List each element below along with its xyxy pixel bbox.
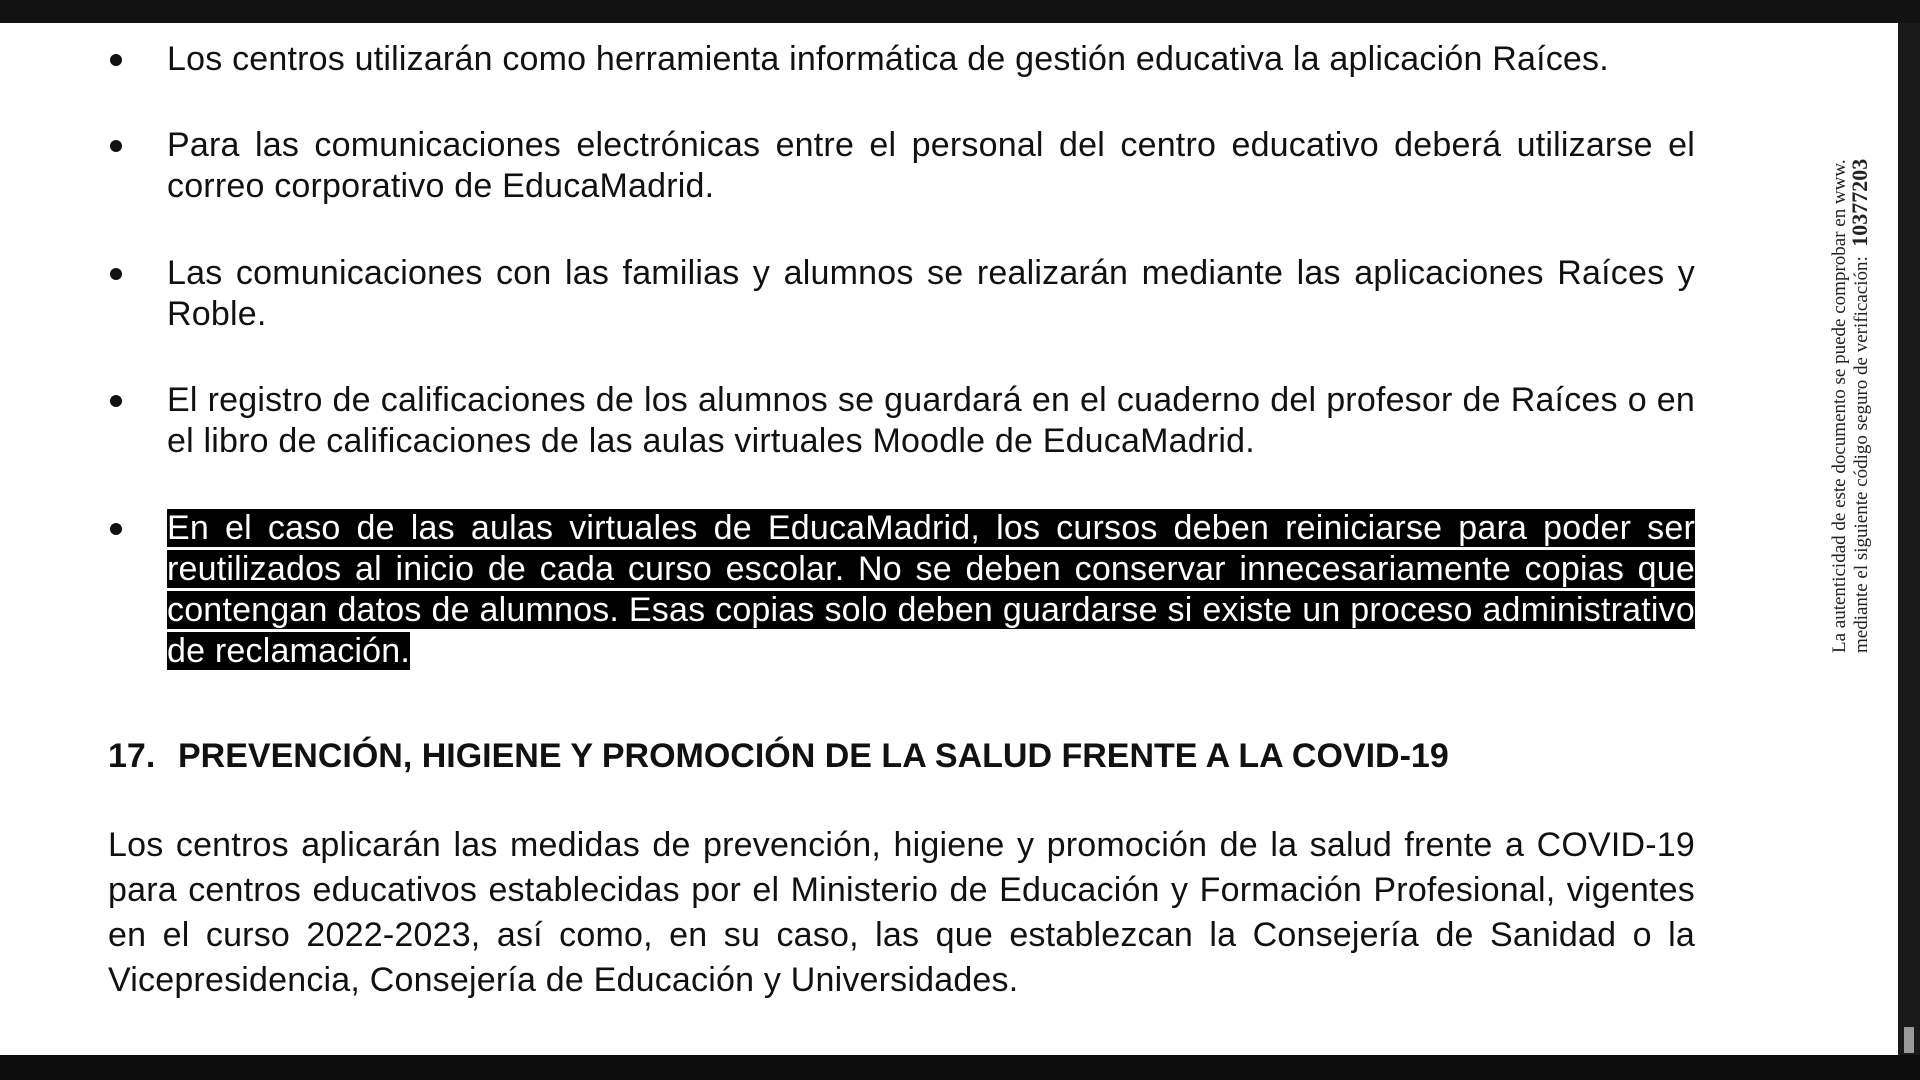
section-number: 17. xyxy=(108,737,156,775)
list-item-text[interactable] xyxy=(167,508,1695,672)
body-paragraph: Los centros aplicarán las medidas de prevención, higiene y promoción de la salud frente a COVID-19 para centros educativos establecidas por el Ministerio de Educación y Formación Profesional, vigentes en el curso 2022-2023, así como, en su caso, las que establezcan la Consejería de Sanidad o la Vicepresidencia, Consejería de Educación y Universidades. xyxy=(108,826,1695,999)
verification-code: 10377203 xyxy=(1847,158,1872,247)
stamp-line-2: mediante el siguiente código seguro de verificación: xyxy=(1851,256,1872,653)
stamp-line-1: La autenticidad de este documento se puede comprobar en www. xyxy=(1829,159,1850,653)
bullet-icon xyxy=(110,54,122,66)
section-title: PREVENCIÓN, HIGIENE Y PROMOCIÓN DE LA SALUD FRENTE A LA COVID-19 xyxy=(178,737,1449,775)
list-item-text: Las comunicaciones con las familias y alumnos se realizarán mediante las aplicaciones Raíces y Roble. xyxy=(167,254,1695,333)
list-item-text: Para las comunicaciones electrónicas entre el personal del centro educativo deberá utilizarse el correo corporativo de EducaMadrid. xyxy=(167,126,1695,205)
bottom-window-edge xyxy=(0,1055,1920,1080)
scrollbar-thumb[interactable] xyxy=(1904,1027,1914,1053)
selected-text[interactable]: En el caso de las aulas virtuales de EducaMadrid, los cursos deben reiniciarse para poder ser reutilizados al inicio de cada curso escolar. No se deben conservar innecesariamente copias que contengan datos de alumnos. Esas copias solo deben guardarse si existe un proceso administrativo de reclamación. xyxy=(167,509,1695,670)
bullet-icon xyxy=(110,268,122,280)
bullet-icon xyxy=(110,395,122,407)
document-page xyxy=(0,23,1898,1055)
top-window-edge xyxy=(0,0,1920,23)
list-item-text: El registro de calificaciones de los alumnos se guardará en el cuaderno del profesor de Raíces o en el libro de calificaciones de las aulas virtuales Moodle de EducaMadrid. xyxy=(167,381,1695,460)
vertical-scrollbar[interactable] xyxy=(1898,23,1920,1055)
section-heading xyxy=(108,735,1708,777)
bullet-icon xyxy=(110,523,122,535)
bullet-icon xyxy=(110,140,122,152)
verification-stamp xyxy=(1830,43,1890,653)
list-item-text: Los centros utilizarán como herramienta informática de gestión educativa la aplicación Raíces. xyxy=(167,40,1609,78)
